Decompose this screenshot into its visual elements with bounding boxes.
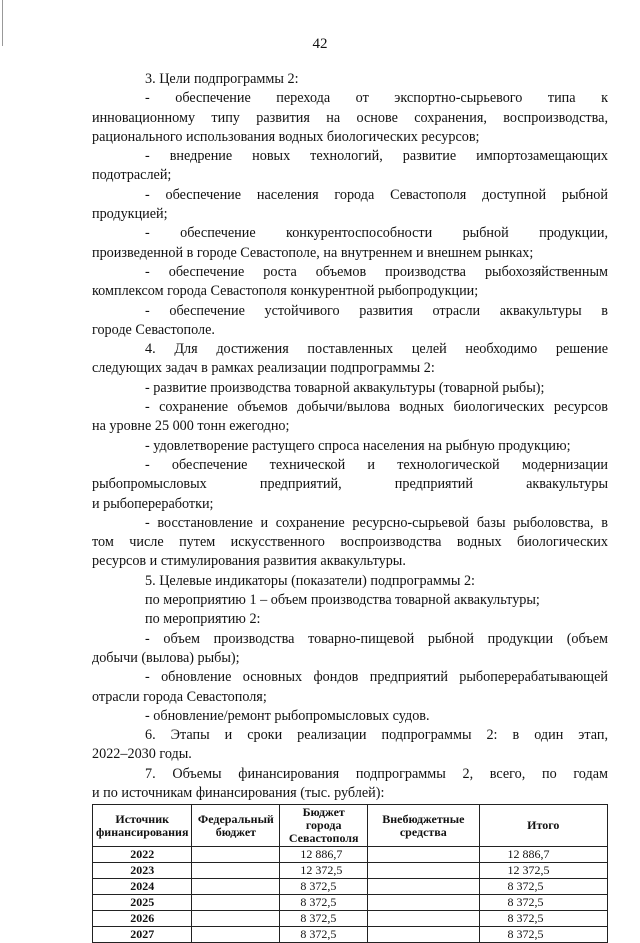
text-line: и по источникам финансирования (тыс. рублей): (92, 784, 385, 801)
extrabudget-cell (368, 927, 479, 943)
text-line: - обеспечение роста объемов производства рыбохозяйственным (145, 263, 608, 280)
total-cell: 8 372,5 (479, 927, 607, 943)
text-line: рыбопромысловых предприятий, предприятий аквакультуры (92, 476, 608, 493)
text-line: - обеспечение устойчивого развития отрасли аквакультуры в (145, 302, 608, 319)
text-lines (92, 70, 608, 803)
year-cell: 2022 (93, 847, 192, 863)
text-line: по мероприятию 1 – объем производства товарной аквакультуры; (145, 592, 540, 609)
header-extrabudget: Внебюджетные средства (368, 805, 479, 847)
text-line: - развитие производства товарной аквакультуры (товарной рыбы); (145, 379, 545, 396)
text-line: - объем производства товарно-пищевой рыбной продукции (объем (145, 630, 608, 647)
year-cell: 2026 (93, 911, 192, 927)
city-budget-cell: 8 372,5 (280, 895, 368, 911)
text-line: продукцией; (92, 206, 168, 223)
text-line: городе Севастополе. (92, 321, 215, 338)
year-cell: 2025 (93, 895, 192, 911)
text-line: 4. Для достижения поставленных целей необходимо решение (145, 341, 608, 358)
page-number: 42 (312, 36, 328, 52)
text-line: - обновление/ремонт рыбопромысловых судов. (145, 707, 430, 724)
federal-cell (192, 911, 280, 927)
extrabudget-cell (368, 879, 479, 895)
text-line: 2022–2030 годы. (92, 746, 192, 763)
city-budget-cell: 8 372,5 (280, 879, 368, 895)
table-header-row (93, 805, 608, 847)
city-budget-cell: 12 372,5 (280, 863, 368, 879)
text-line: и рыбопереработки; (92, 495, 214, 512)
extrabudget-cell (368, 911, 479, 927)
text-line: - обеспечение перехода от экспортно-сырьевого типа к (145, 90, 608, 107)
text-line: - восстановление и сохранение ресурсно-сырьевой базы рыболовства, в (145, 514, 608, 531)
text-line: - обеспечение населения города Севастополя доступной рыбной (145, 186, 608, 203)
year-cell: 2024 (93, 879, 192, 895)
text-line: подотраслей; (92, 167, 172, 184)
text-line: - обеспечение технической и технологической модернизации (145, 456, 608, 473)
federal-cell (192, 895, 280, 911)
city-budget-cell: 8 372,5 (280, 911, 368, 927)
text-line: - удовлетворение растущего спроса населения на рыбную продукцию; (145, 437, 571, 454)
federal-cell (192, 847, 280, 863)
text-line: отрасли города Севастополя; (92, 688, 267, 705)
header-source: Источник финансирования (93, 805, 192, 847)
document-body (92, 70, 608, 943)
extrabudget-cell (368, 895, 479, 911)
text-line: 3. Цели подпрограммы 2: (145, 71, 299, 87)
header-city-budget: Бюджет города Севастополя (280, 805, 368, 847)
total-cell: 8 372,5 (479, 895, 607, 911)
federal-cell (192, 863, 280, 879)
header-federal: Федеральный бюджет (192, 805, 280, 847)
city-budget-cell: 8 372,5 (280, 927, 368, 943)
text-line: 5. Целевые индикаторы (показатели) подпрограммы 2: (145, 572, 475, 589)
extrabudget-cell (368, 847, 479, 863)
text-line: - обеспечение конкурентоспособности рыбной продукции, (145, 225, 608, 242)
text-line: - сохранение объемов добычи/вылова водных биологических ресурсов (145, 399, 608, 416)
table-row (93, 863, 608, 879)
text-line: - внедрение новых технологий, развитие импортозамещающих (145, 148, 608, 165)
table-row (93, 847, 608, 863)
text-line: добычи (вылова) рыбы); (92, 649, 240, 666)
text-line: по мероприятию 2: (145, 611, 261, 628)
total-cell: 8 372,5 (479, 911, 607, 927)
text-line: ресурсов и стимулирования развития аквакультуры. (92, 553, 406, 570)
text-line: комплексом города Севастополя конкурентной рыбопродукции; (92, 283, 479, 300)
extrabudget-cell (368, 863, 479, 879)
text-line: том числе путем искусственного воспроизводства водных биологических (92, 534, 608, 551)
year-cell: 2027 (93, 927, 192, 943)
text-line: на уровне 25 000 тонн ежегодно; (92, 418, 290, 435)
header-total: Итого (479, 805, 607, 847)
text-line: инновационному типу развития на основе сохранения, воспроизводства, (92, 109, 608, 126)
text-line: 6. Этапы и сроки реализации подпрограммы 2: в один этап, (145, 727, 608, 744)
year-cell: 2023 (93, 863, 192, 879)
table-row (93, 879, 608, 895)
table-row (93, 911, 608, 927)
table-body (93, 847, 608, 943)
federal-cell (192, 927, 280, 943)
city-budget-cell: 12 886,7 (280, 847, 368, 863)
text-line: рационального использования водных биологических ресурсов; (92, 128, 480, 145)
text-line: следующих задач в рамках реализации подпрограммы 2: (92, 360, 435, 377)
text-line: 7. Объемы финансирования подпрограммы 2, всего, по годам (145, 765, 608, 782)
text-line: - обновление основных фондов предприятий рыбоперерабатывающей (145, 669, 608, 686)
total-cell: 12 886,7 (479, 847, 607, 863)
federal-cell (192, 879, 280, 895)
financing-table (92, 804, 608, 943)
table-row (93, 927, 608, 943)
text-line: произведенной в городе Севастополе, на внутреннем и внешнем рынках; (92, 244, 534, 261)
total-cell: 12 372,5 (479, 863, 607, 879)
total-cell: 8 372,5 (479, 879, 607, 895)
table-row (93, 895, 608, 911)
